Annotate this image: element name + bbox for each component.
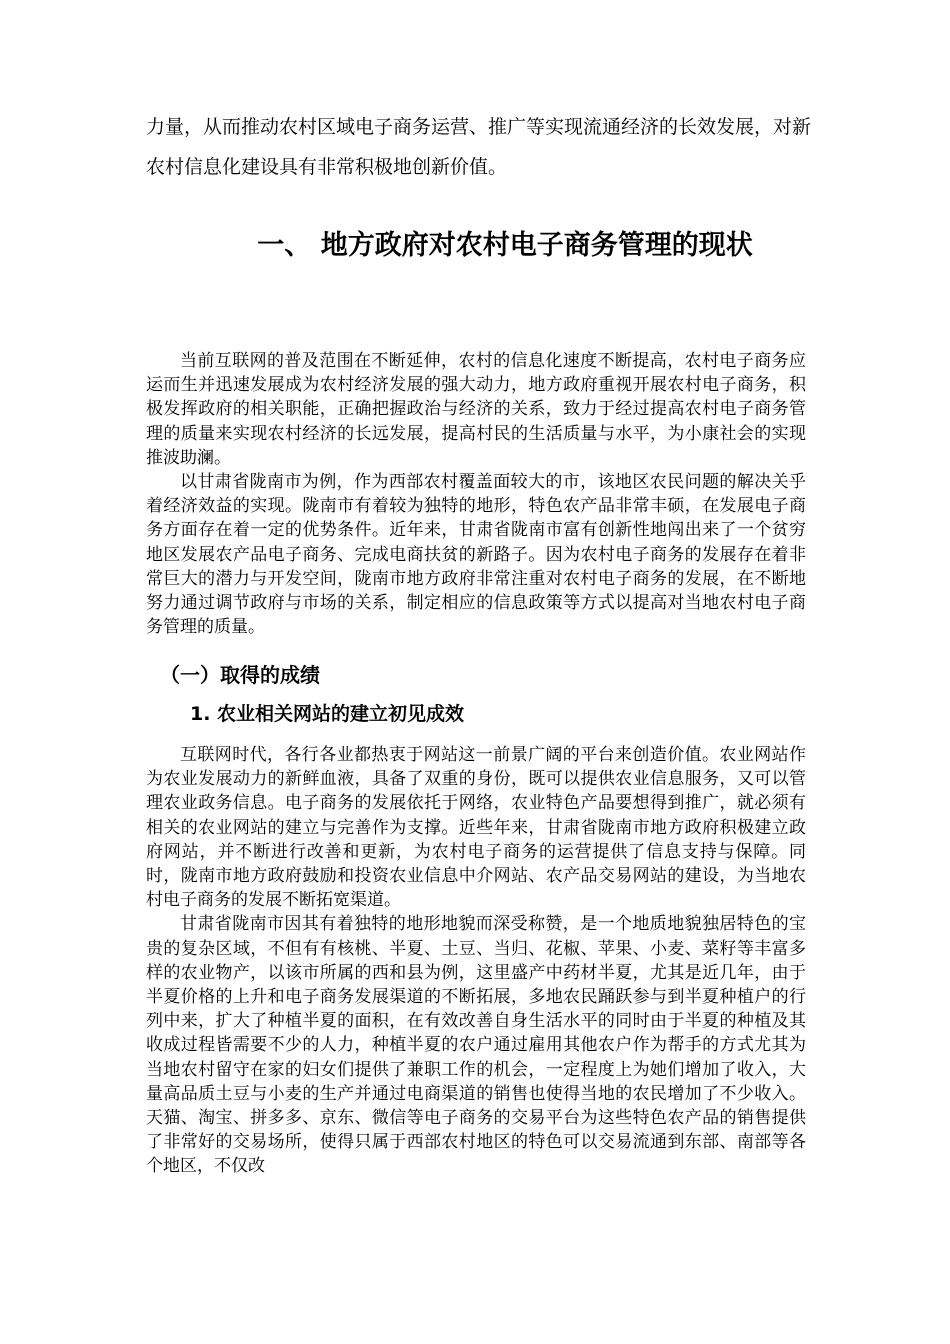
- paragraph: 互联网时代，各行各业都热衷于网站这一前景广阔的平台来创造价值。农业网站作为农业发展动力的新鲜血液，具备了双重的身份，既可以提供农业信息服务，又可以管理农业政务信息。电子商务的发展依托于网络，农业特色产品要想得到推广，就必须有相关的农业网站的建立与完善作为支撑。近些年来，甘肃省陇南市地方政府积极建立政府网站，并不断进行改善和更新，为农村电子商务的运营提供了信息支持与保障。同时，陇南市地方政府鼓励和投资农业信息中介网站、农产品交易网站的建设，为当地农村电子商务的发展不断拓宽渠道。: [146, 745, 806, 911]
- intro-line-2: 农村信息化建设具有非常积极地创新价值。: [146, 156, 508, 178]
- subsection-body: [146, 743, 806, 1179]
- paragraph: 甘肃省陇南市因其有着独特的地形地貌而深受称赞，是一个地质地貌独居特色的宝贵的复杂区域，不但有有核桃、半夏、土豆、当归、花椒、苹果、小麦、菜籽等丰富多样的农业物产，以该市所属的西和县为例，这里盛产中药材半夏，尤其是近几年，由于半夏价格的上升和电子商务发展渠道的不断拓展，多地农民踊跃参与到半夏种植户的行列中来，扩大了种植半夏的面积，在有效改善自身生活水平的同时由于半夏的种植及其收成过程皆需要不少的人力，种植半夏的农户通过雇用其他农户作为帮手的方式尤其为当地农村留守在家的妇女们提供了兼职工作的机会，一定程度上为她们增加了收入，大量高品质土豆与小麦的生产并通过电商渠道的销售也使得当地的农民增加了不少收入。天猫、淘宝、拼多多、京东、微信等电子商务的交易平台为这些特色农产品的销售提供了非常好的交易场所，使得只属于西部农村地区的特色可以交易流通到东部、南部等各个地区，不仅改: [146, 914, 806, 1177]
- subsubsection-title: 1. 农业相关网站的建立初见成效: [190, 703, 465, 725]
- section-body: [146, 349, 806, 639]
- paragraph: 以甘肃省陇南市为例，作为西部农村覆盖面较大的市，该地区农民问题的解决关乎着经济效益的实现。陇南市有着较为独特的地形，特色农产品非常丰硕，在发展电子商务方面存在着一定的优势条件。近年来，甘肃省陇南市富有创新性地闯出来了一个贫穷地区发展农产品电子商务、完成电商扶贫的新路子。因为农村电子商务的发展存在着非常巨大的潜力与开发空间，陇南市地方政府非常注重对农村电子商务的发展，在不断地努力通过调节政府与市场的关系，制定相应的信息政策等方式以提高对当地农村电子商务管理的质量。: [146, 472, 806, 638]
- section-title: 一、 地方政府对农村电子商务管理的现状: [257, 230, 753, 261]
- subsection-title: （一）取得的成绩: [160, 663, 320, 687]
- paragraph: 当前互联网的普及范围在不断延伸，农村的信息化速度不断提高，农村电子商务应运而生并迅速发展成为农村经济发展的强大动力，地方政府重视开展农村电子商务，积极发挥政府的相关职能，正确把握政治与经济的关系，致力于经过提高农村电子商务管理的质量来实现农村经济的长远发展，提高村民的生活质量与水平，为小康社会的实现推波助澜。: [146, 351, 806, 468]
- intro-line-1: 力量，从而推动农村区域电子商务运营、推广等实现流通经济的长效发展，对新: [146, 116, 812, 138]
